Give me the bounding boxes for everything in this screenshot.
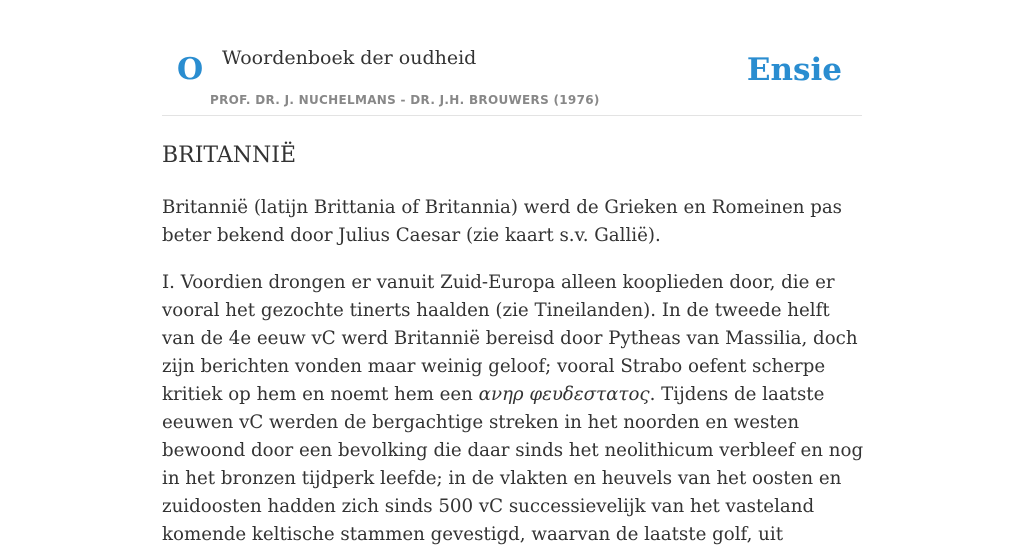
book-title[interactable]: Woordenboek der oudheid	[222, 47, 477, 69]
paragraph-text: I. Voordien drongen er vanuit Zuid-Europa alleen kooplieden door, die er vooral het gezochte tinerts haalden (zie Tineilanden). In de tweede helft van de 4e eeuw vC werd Britannië bereisd door Pytheas van Massilia, doch zijn berichten vonden maar weinig geloof; vooral Strabo oefent scherpe kritiek op hem en noemt hem een	[162, 272, 858, 405]
section-letter: O	[177, 52, 204, 87]
entry-title: BRITANNIË	[162, 143, 297, 168]
entry-paragraph	[162, 194, 867, 250]
header	[162, 0, 862, 116]
book-authors: PROF. DR. J. NUCHELMANS - DR. J.H. BROUWERS (1976)	[210, 93, 600, 107]
paragraph-text: Britannië (latijn Brittania of Britannia) werd de Grieken en Romeinen pas beter bekend door Julius Caesar (zie kaart s.v. Gallië).	[162, 197, 843, 246]
paragraph-text: . Tijdens de laatste eeuwen vC werden de bergachtige streken in het noorden en westen bewoond door een bevolking die daar sinds het neolithicum verbleef en nog in het bronzen tijdperk leefde; in de vlakten en heuvels van het oosten en zuidoosten hadden zich sinds 500 vC successievelijk van het vasteland komende keltische stammen gevestigd, waarvan de laatste golf, uit	[162, 384, 864, 545]
page	[162, 0, 862, 549]
entry-paragraph	[162, 269, 867, 549]
brand-logo[interactable]: Ensie	[746, 52, 842, 88]
greek-phrase: ανηρ φευδεστατος	[478, 384, 650, 405]
